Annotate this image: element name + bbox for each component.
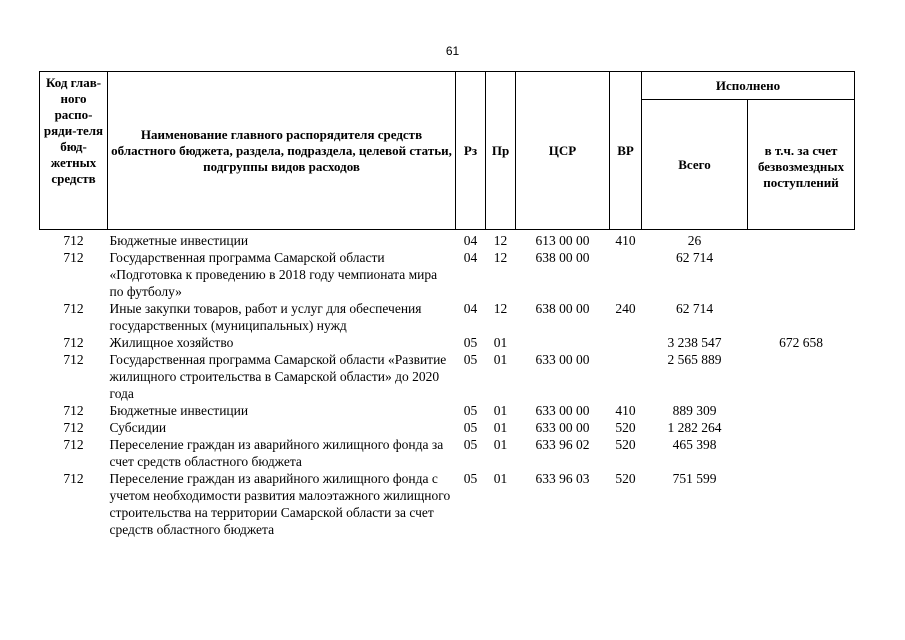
row-name: Жилищное хозяйство <box>109 335 234 350</box>
row-name: Государственная программа Самарской области «Подготовка к проведению в 2018 году чемпионата мира по футболу» <box>109 250 438 299</box>
row-pr: 01 <box>493 335 508 350</box>
row-pr: 12 <box>493 233 508 248</box>
row-free <box>748 419 855 436</box>
row-vr: 410 <box>615 403 636 418</box>
row-rz: 04 <box>463 301 478 316</box>
row-rz: 05 <box>463 471 478 486</box>
table-row <box>40 470 855 538</box>
row-rz: 05 <box>463 420 478 435</box>
row-free: 672 658 <box>779 335 823 350</box>
row-pr: 12 <box>493 301 508 316</box>
table-row <box>40 351 855 402</box>
row-free <box>748 249 855 300</box>
row-rz: 05 <box>463 403 478 418</box>
table-header <box>40 72 855 230</box>
row-csr: 638 00 00 <box>535 250 590 265</box>
row-code: 712 <box>63 335 84 350</box>
row-pr: 01 <box>493 437 508 452</box>
row-name: Субсидии <box>109 420 167 435</box>
header-code: Код глав-ного распо-ряди-теля бюд-жетных средств <box>40 72 108 230</box>
row-rz: 04 <box>463 233 478 248</box>
row-rz: 04 <box>463 250 478 265</box>
row-pr: 01 <box>493 403 508 418</box>
row-total: 2 565 889 <box>667 352 722 367</box>
budget-table <box>39 71 855 538</box>
header-csr: ЦСР <box>516 72 610 230</box>
row-vr: 520 <box>615 437 636 452</box>
row-csr: 633 96 02 <box>535 437 590 452</box>
row-csr: 613 00 00 <box>535 233 590 248</box>
row-vr <box>610 351 642 402</box>
table-row <box>40 436 855 470</box>
row-vr <box>610 249 642 300</box>
row-csr: 633 00 00 <box>535 420 590 435</box>
table-row <box>40 300 855 334</box>
row-csr: 633 00 00 <box>535 352 590 367</box>
header-pr: Пр <box>486 72 516 230</box>
row-code: 712 <box>63 471 84 486</box>
row-vr <box>610 334 642 351</box>
row-csr: 633 96 03 <box>535 471 590 486</box>
table-row <box>40 402 855 419</box>
row-free <box>748 402 855 419</box>
row-free <box>748 230 855 250</box>
row-code: 712 <box>63 250 84 265</box>
row-rz: 05 <box>463 437 478 452</box>
row-total: 1 282 264 <box>667 420 722 435</box>
row-csr <box>516 334 610 351</box>
table-row <box>40 249 855 300</box>
row-free <box>748 470 855 538</box>
row-free <box>748 436 855 470</box>
row-free <box>748 351 855 402</box>
header-name: Наименование главного распорядителя средств областного бюджета, раздела, подраздела, целевой статьи, подгруппы видов расходов <box>108 72 456 230</box>
row-total: 465 398 <box>672 437 717 452</box>
row-free <box>748 300 855 334</box>
row-pr: 01 <box>493 420 508 435</box>
row-name: Бюджетные инвестиции <box>109 403 249 418</box>
header-free: в т.ч. за счет безвозмездных поступлений <box>748 100 855 230</box>
table-body <box>40 230 855 539</box>
row-rz: 05 <box>463 335 478 350</box>
row-name: Бюджетные инвестиции <box>109 233 249 248</box>
row-name: Иные закупки товаров, работ и услуг для обеспечения государственных (муниципальных) нужд <box>109 301 422 333</box>
row-csr: 633 00 00 <box>535 403 590 418</box>
row-rz: 05 <box>463 352 478 367</box>
row-vr: 410 <box>615 233 636 248</box>
row-total: 26 <box>687 233 702 248</box>
row-pr: 12 <box>493 250 508 265</box>
table-row <box>40 419 855 436</box>
row-code: 712 <box>63 403 84 418</box>
header-rz: Рз <box>456 72 486 230</box>
row-total: 62 714 <box>675 301 714 316</box>
row-code: 712 <box>63 437 84 452</box>
row-name: Переселение граждан из аварийного жилищного фонда за счет средств областного бюджета <box>109 437 444 469</box>
row-name: Государственная программа Самарской области «Развитие жилищного строительства в Самарской области» до 2020 года <box>109 352 447 401</box>
row-total: 62 714 <box>675 250 714 265</box>
row-csr: 638 00 00 <box>535 301 590 316</box>
row-code: 712 <box>63 352 84 367</box>
row-name: Переселение граждан из аварийного жилищного фонда с учетом необходимости развития малоэтажного жилищного строительства на территории Самарской области за счет средств областного бюджета <box>109 471 451 537</box>
row-code: 712 <box>63 301 84 316</box>
row-vr: 520 <box>615 471 636 486</box>
row-code: 712 <box>63 233 84 248</box>
table-row <box>40 334 855 351</box>
row-total: 889 309 <box>672 403 717 418</box>
table-row <box>40 230 855 250</box>
header-executed: Исполнено <box>642 72 855 100</box>
row-code: 712 <box>63 420 84 435</box>
row-total: 751 599 <box>672 471 717 486</box>
page-number: 61 <box>445 44 460 58</box>
header-vr: ВР <box>610 72 642 230</box>
row-vr: 240 <box>615 301 636 316</box>
row-pr: 01 <box>493 352 508 367</box>
row-pr: 01 <box>493 471 508 486</box>
row-vr: 520 <box>615 420 636 435</box>
header-total: Всего <box>642 100 748 230</box>
row-total: 3 238 547 <box>667 335 722 350</box>
